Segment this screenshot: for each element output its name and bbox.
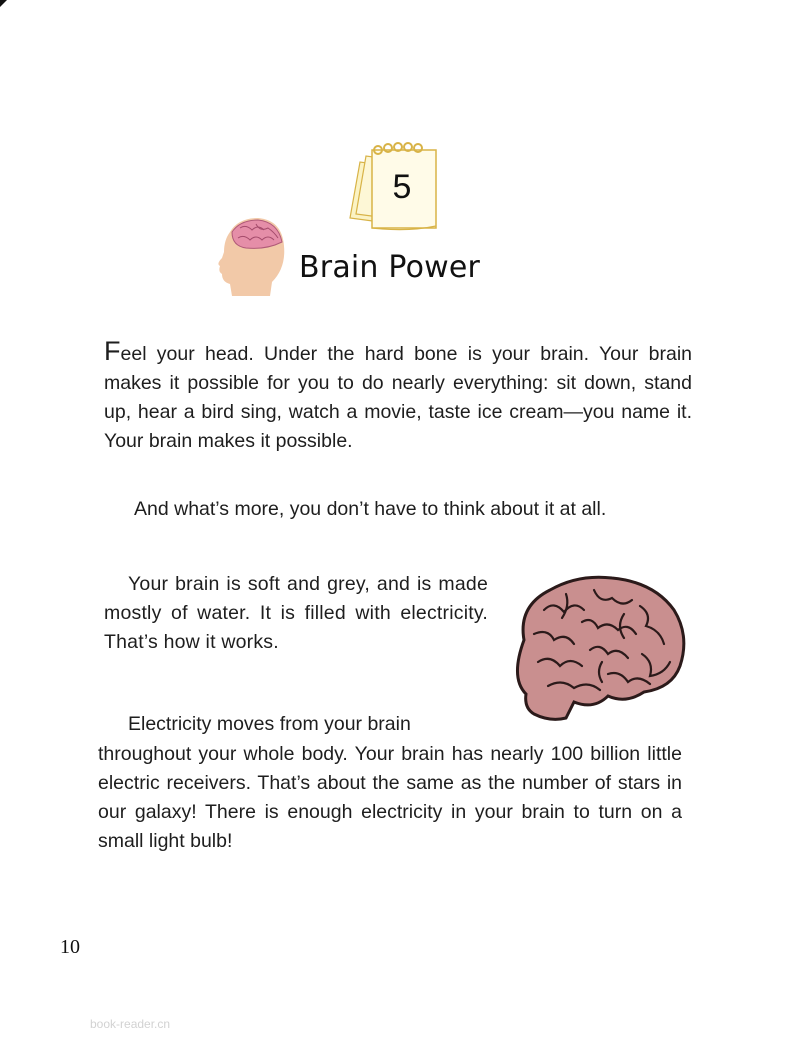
paragraph-1-text: eel your head. Under the hard bone is your brain. Your brain makes it possible for you to do nearly everything: sit down, stand up, hear a bird sing, watch a movie, taste ice cream—you name it. Your brain makes it possible. — [104, 343, 692, 452]
paragraph-4-first-line: Electricity moves from your brain — [128, 713, 411, 735]
drop-cap: F — [104, 336, 121, 366]
watermark: book-reader.cn — [90, 1017, 171, 1031]
page-number: 10 — [60, 936, 80, 958]
chapter-number: 5 — [392, 168, 412, 206]
paragraph-1 — [104, 336, 692, 456]
paragraph-4: throughout your whole body. Your brain has nearly 100 billion little electric receivers. That’s about the same as the number of stars in our galaxy! There is enough electricity in your brain to turn on a small light bulb! — [98, 743, 682, 852]
chapter-title: Brain Power — [299, 250, 481, 285]
corner-mark — [0, 0, 10, 10]
head-with-brain-icon — [212, 212, 288, 296]
paragraph-3: Your brain is soft and grey, and is made mostly of water. It is filled with electricity. That’s how it works. — [104, 573, 488, 653]
brain-illustration — [504, 570, 690, 722]
paragraph-2: And what’s more, you don’t have to think about it at all. — [134, 498, 607, 520]
